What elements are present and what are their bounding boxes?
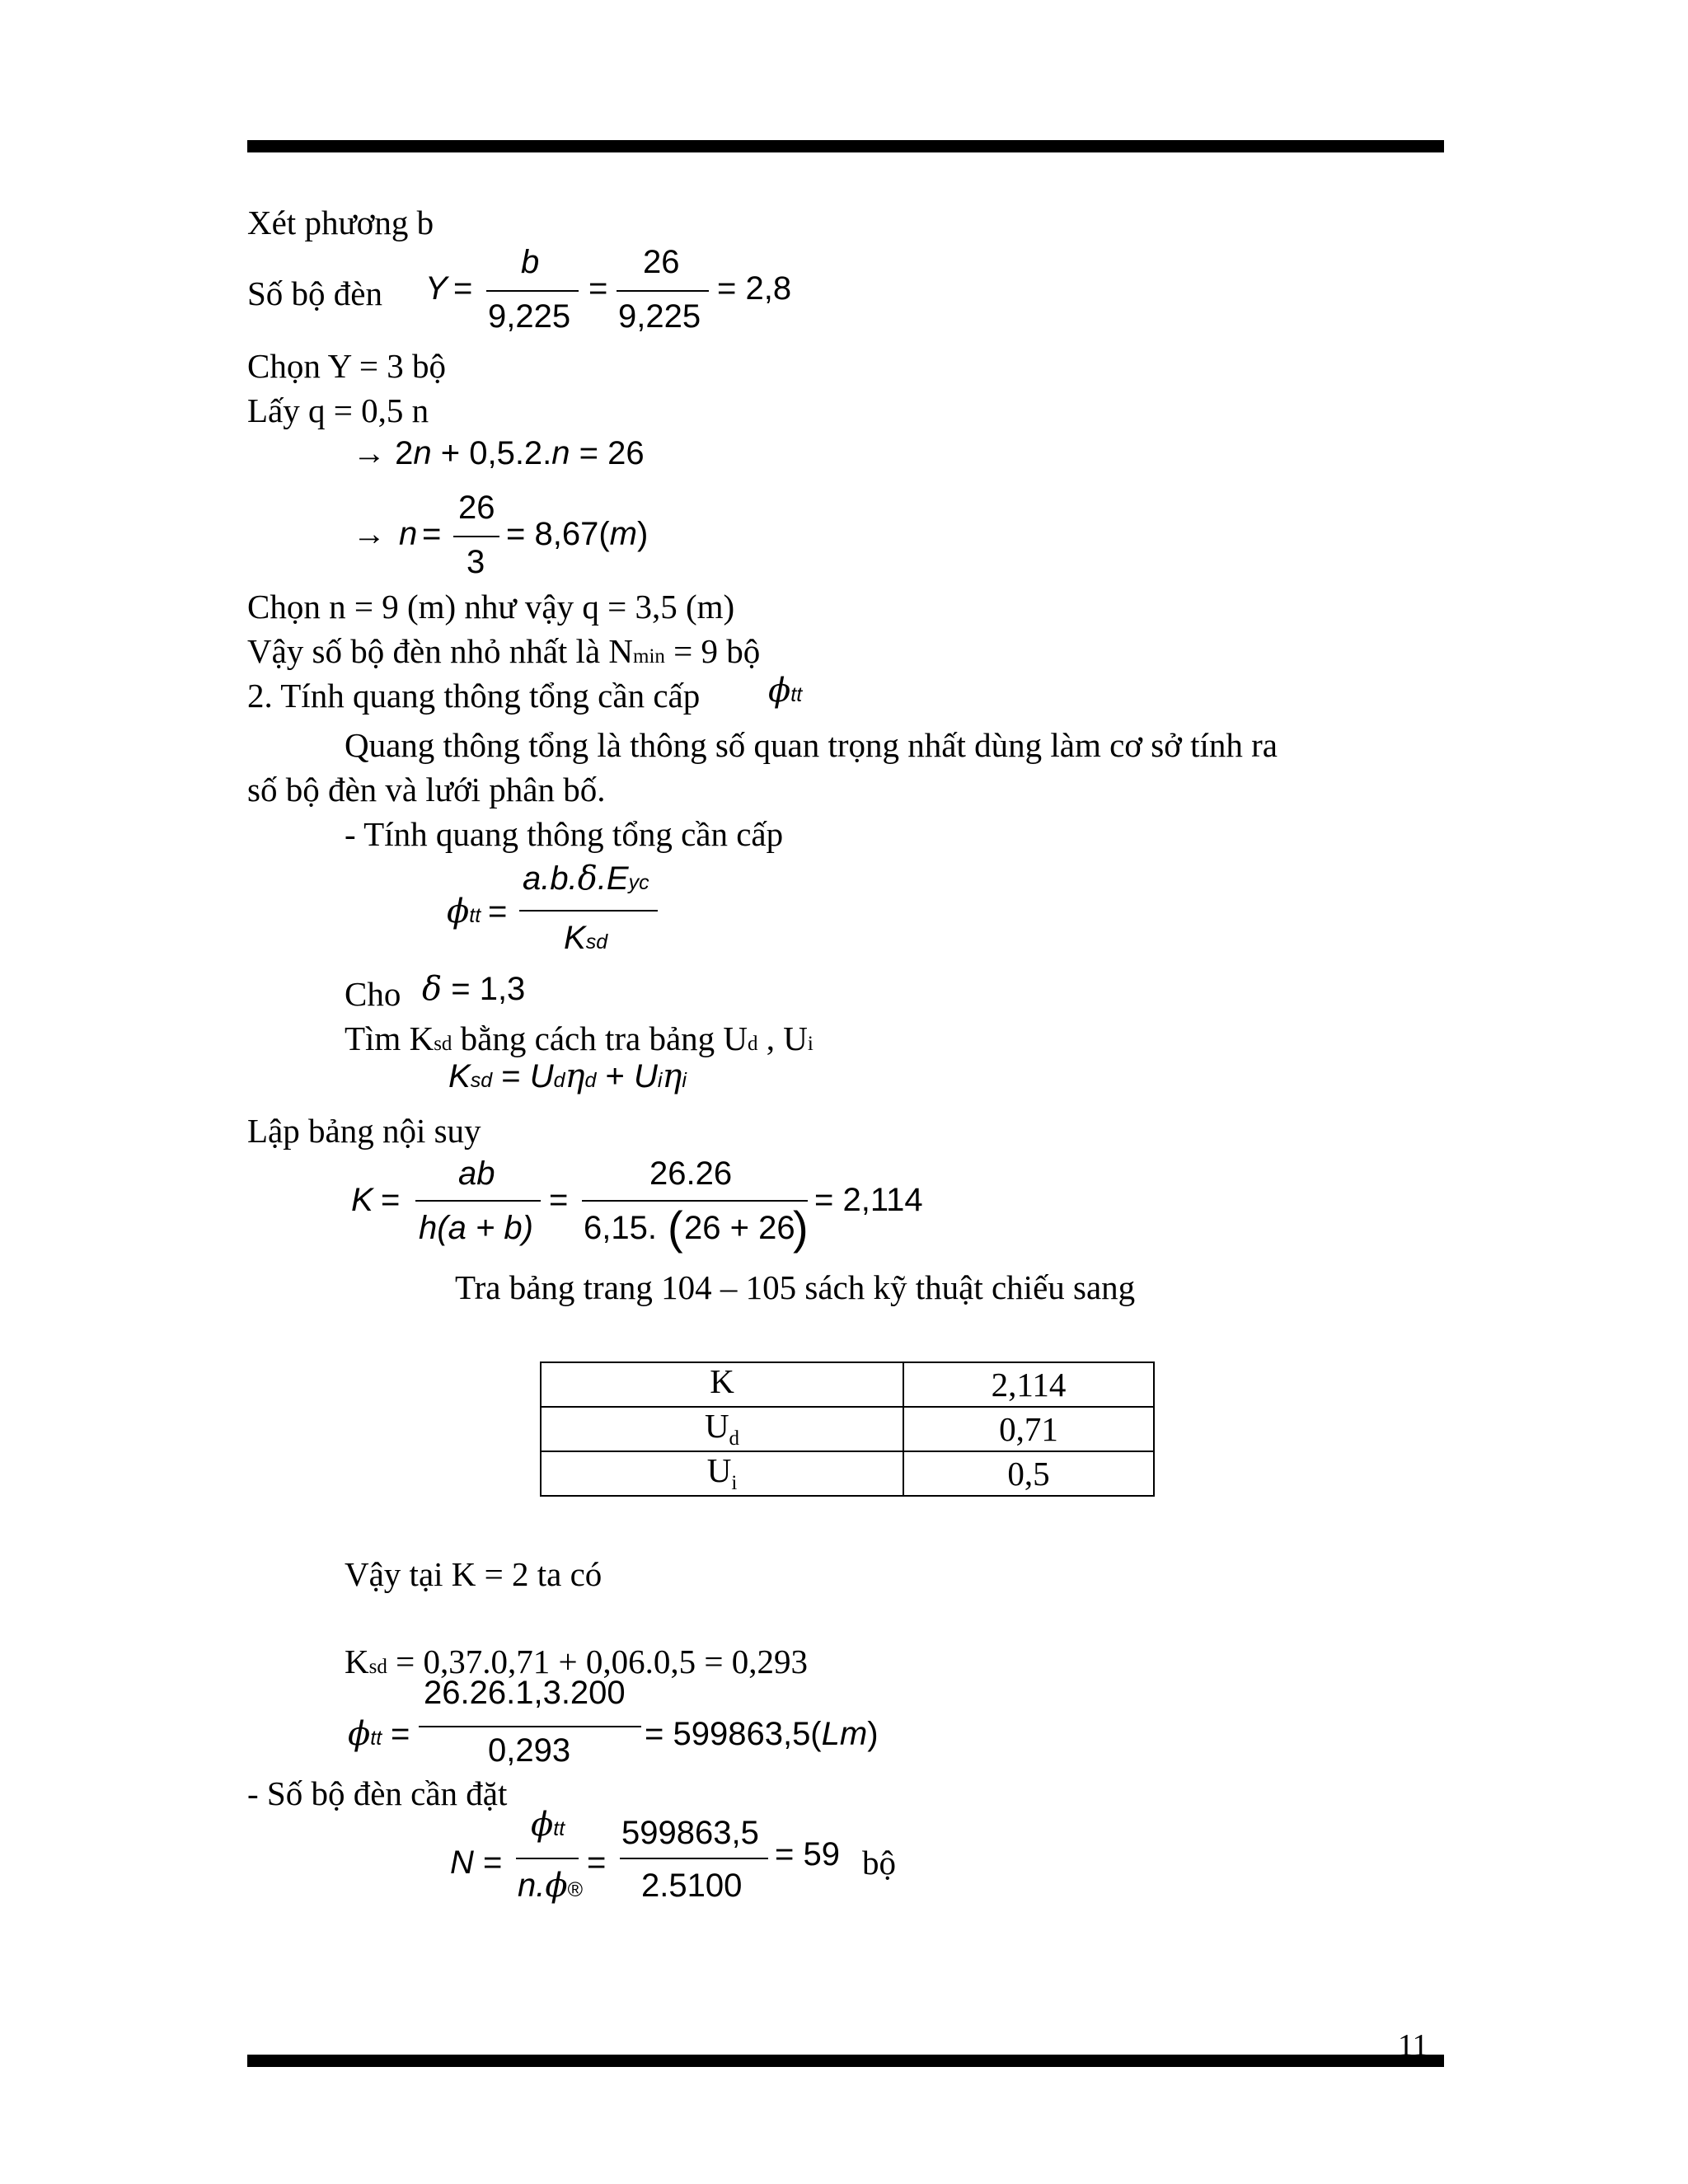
formula-y-num1: b	[521, 244, 540, 280]
eq1-b: + 0,5.2.	[431, 435, 552, 471]
table-cell-value: 0,71	[903, 1407, 1154, 1451]
lay-q-line: Lấy q = 0,5 n	[247, 391, 429, 429]
formula-y-lhs: Y	[425, 270, 448, 307]
formula-k-den1: h(a + b)	[419, 1210, 533, 1246]
formula-n-result: = 59	[775, 1836, 840, 1872]
formula-eq2-arrow: →	[353, 516, 386, 552]
formula-n-den2: 2.5100	[641, 1868, 743, 1904]
formula-phi2-num: 26.26.1,3.200	[424, 1675, 626, 1711]
eq1-n1: n	[413, 435, 432, 471]
formula-eq2-num: 26	[458, 490, 495, 526]
bo-unit: bộ	[862, 1844, 896, 1882]
table-row	[541, 1407, 1154, 1451]
formula-eq2-eq: =	[422, 516, 442, 552]
formula-y-den2: 9,225	[618, 298, 701, 335]
bullet-line-1: - Tính quang thông tổng cần cấp	[345, 815, 784, 853]
formula-y-bar1	[486, 290, 579, 292]
tim-ksd-line: Tìm Ksd bằng cách tra bảng Ud , Ui	[345, 1019, 814, 1057]
formula-eq2-n: n	[399, 516, 418, 552]
formula-n-bar1	[516, 1858, 579, 1859]
xet-phuong-line: Xét phương b	[247, 204, 434, 241]
page-number: 11	[1398, 2028, 1428, 2063]
formula-k-eq1: =	[381, 1182, 401, 1218]
vay-so-bo-line: Vậy số bộ đèn nhỏ nhất là Nmin = 9 bộ	[247, 632, 761, 670]
section-2-heading: 2. Tính quang thông tổng cần cấp	[247, 677, 701, 715]
formula-ksd: Ksd = Udηd + Uiηi	[448, 1057, 687, 1095]
formula-phi-den: Ksd	[564, 920, 608, 956]
formula-n-den1: n.ϕ®	[518, 1867, 584, 1905]
table-row	[541, 1451, 1154, 1496]
formula-phi2-den: 0,293	[488, 1732, 571, 1769]
arrow-icon: →	[353, 435, 386, 471]
formula-n-bar2	[620, 1858, 768, 1859]
eq1-n2: n	[551, 435, 570, 471]
formula-y-num2: 26	[643, 244, 680, 280]
vay-tai-line: Vậy tại K = 2 ta có	[345, 1555, 603, 1593]
formula-k-lhs: K	[351, 1182, 373, 1218]
formula-phi2-lhs: ϕtt	[348, 1715, 382, 1753]
formula-k-den2-in: 26 + 26	[684, 1210, 795, 1246]
formula-k-num2: 26.26	[649, 1155, 733, 1192]
footer-rule	[247, 2055, 1444, 2067]
cho-label: Cho	[345, 975, 401, 1013]
formula-k-result: = 2,114	[814, 1182, 923, 1218]
bullet-line-2: - Số bộ đèn cần đặt	[247, 1774, 508, 1812]
section-2-phi: ϕtt	[768, 672, 803, 710]
formula-y-den1: 9,225	[488, 298, 571, 335]
table-cell-value: 2,114	[903, 1362, 1154, 1407]
formula-eq2-result: = 8,67(m)	[506, 516, 649, 552]
formula-k-paren-open: (	[668, 1202, 683, 1254]
lookup-table	[540, 1361, 1155, 1497]
eq1-a: 2	[395, 435, 414, 471]
formula-y-result: = 2,8	[717, 270, 792, 307]
formula-eq1	[353, 437, 645, 470]
formula-y-bar2	[617, 290, 709, 292]
table-cell-label: $U_d$	[541, 1407, 903, 1451]
header-rule	[247, 140, 1444, 152]
eq1-c: = 26	[570, 435, 645, 471]
formula-phi-bar	[519, 910, 658, 912]
chon-n-line: Chọn n = 9 (m) như vậy q = 3,5 (m)	[247, 588, 735, 626]
table-cell-label: $U_i$	[541, 1451, 903, 1496]
tra-bang-line: Tra bảng trang 104 – 105 sách kỹ thuật chiếu sang	[455, 1268, 1136, 1306]
ksd-value-line: Ksd = 0,37.0,71 + 0,06.0,5 = 0,293	[345, 1643, 808, 1680]
formula-phi-num: a.b.δ.Eyc	[523, 860, 649, 898]
formula-n-eq1: =	[483, 1844, 503, 1881]
formula-eq2-den: 3	[467, 544, 485, 580]
chon-y-line: Chọn Y = 3 bộ	[247, 347, 447, 385]
paragraph-line-2: số bộ đèn và lưới phân bố.	[247, 771, 606, 808]
formula-n-eq2: =	[587, 1844, 607, 1881]
formula-y-eq1: =	[453, 270, 473, 307]
formula-phi-eq: =	[488, 893, 508, 930]
so-bo-den-label: Số bộ đèn	[247, 274, 382, 312]
formula-k-bar2	[582, 1200, 808, 1202]
paragraph-line-1: Quang thông tổng là thông số quan trọng nhất dùng làm cơ sở tính ra	[345, 726, 1278, 764]
formula-delta: δ = 1,3	[422, 970, 526, 1008]
formula-n-lhs: N	[450, 1844, 474, 1881]
formula-phi-lhs: ϕtt	[447, 893, 481, 930]
formula-n-num2: 599863,5	[621, 1815, 759, 1851]
formula-k-den2-pre: 6,15.	[584, 1210, 657, 1246]
formula-k-paren-close: )	[793, 1202, 809, 1254]
formula-y-eq2: =	[588, 270, 608, 307]
lap-bang-line: Lập bảng nội suy	[247, 1112, 481, 1150]
formula-k-num1: ab	[458, 1155, 495, 1192]
formula-phi2-eq: =	[391, 1716, 410, 1752]
formula-phi2-result: = 599863,5(Lm)	[645, 1716, 879, 1752]
table-cell-value: 0,5	[903, 1451, 1154, 1496]
formula-k-eq2: =	[549, 1182, 569, 1218]
table-cell-label: K	[541, 1362, 903, 1407]
formula-eq2-bar	[453, 536, 499, 537]
table-row	[541, 1362, 1154, 1407]
formula-n-num1: ϕtt	[531, 1806, 565, 1844]
formula-phi2-bar	[419, 1726, 641, 1727]
formula-k-bar1	[415, 1200, 541, 1202]
